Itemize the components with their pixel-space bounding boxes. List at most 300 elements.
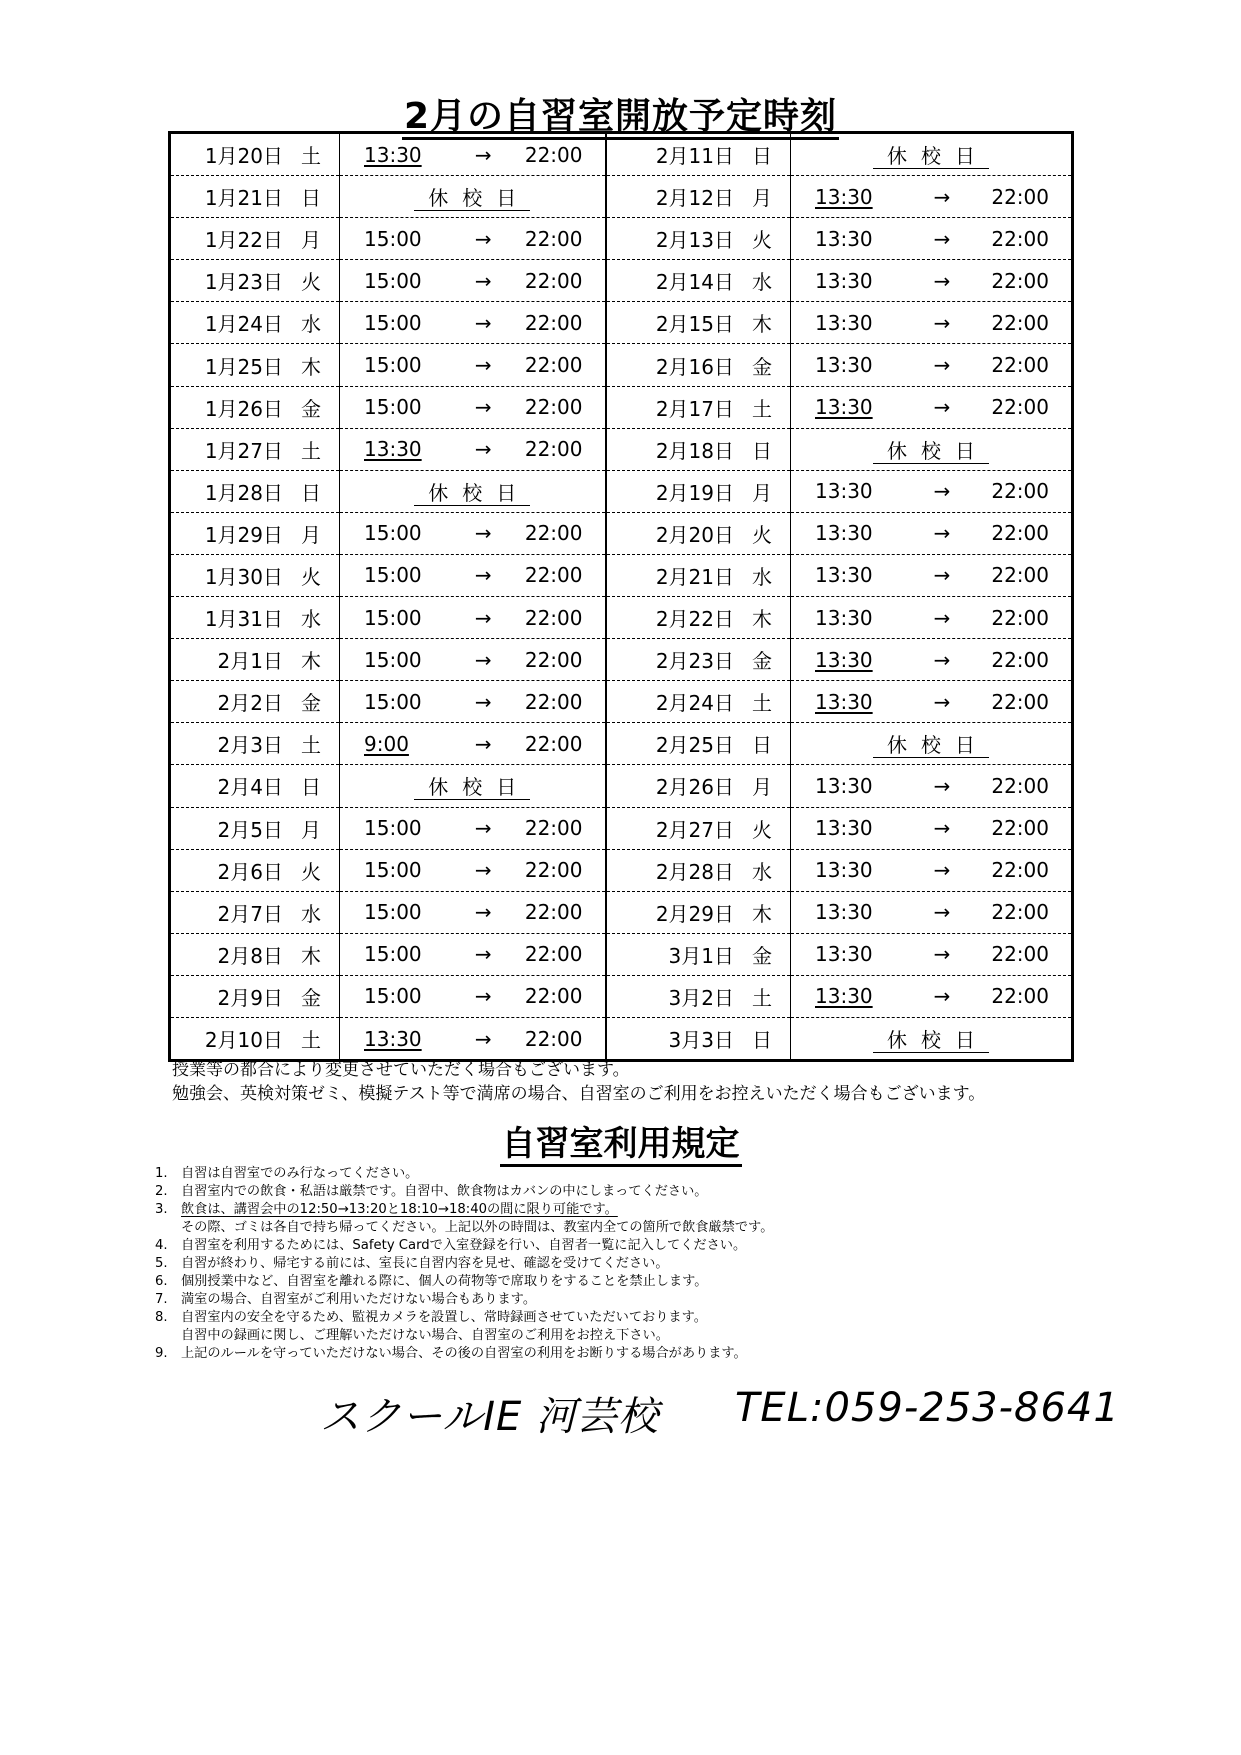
close-time: 22:00 [524,142,583,167]
arrow-icon: → [474,731,492,756]
open-time: 13:30 [815,268,873,293]
arrow-icon: → [933,268,951,293]
weekday-label: 月 [301,228,321,253]
date-label: 2月29日 [655,901,734,926]
open-time: 15:00 [364,310,422,335]
open-time: 13:30 [815,984,873,1009]
hours-range [791,353,1071,377]
date-label: 2月20日 [655,522,734,547]
date-label: 1月30日 [204,564,283,589]
arrow-icon: → [474,942,492,967]
date-cell [170,1017,340,1060]
rule-text: 自習が終わり、帰宅する前には、室長に自習内容を見せ、確認を受けてください。 [181,1256,669,1271]
rule-number: 3. [155,1202,168,1217]
hours-range [791,942,1071,966]
close-time: 22:00 [991,942,1049,967]
date-label: 1月29日 [204,522,283,547]
date-cell [170,975,340,1017]
rule-item [155,1345,773,1363]
close-time: 22:00 [524,984,583,1009]
date-label: 2月24日 [655,691,734,716]
arrow-icon: → [933,184,951,209]
hours-range [791,563,1071,587]
weekday-label: 日 [301,186,321,211]
arrow-icon: → [933,984,951,1009]
weekday-label: 金 [752,354,772,379]
open-time: 13:30 [815,479,873,504]
close-time: 22:00 [524,1026,583,1051]
open-time: 13:30 [815,184,873,209]
closed-label: 休校日 [414,481,530,506]
open-time: 13:30 [815,816,873,841]
rule-number: 4. [155,1238,168,1253]
hours-cell [340,681,606,723]
arrow-icon: → [474,1026,492,1051]
hours-cell [340,639,606,681]
date-label: 1月31日 [204,607,283,632]
hours-cell [340,765,606,807]
date-label: 2月13日 [655,228,734,253]
rule-text: 個別授業中など、自習室を離れる際に、個人の荷物等で席取りをすることを禁止します。 [181,1274,708,1289]
open-time: 15:00 [364,900,422,925]
date-cell [606,849,791,891]
open-time: 13:30 [815,858,873,883]
arrow-icon: → [474,521,492,546]
arrow-icon: → [933,226,951,251]
close-time: 22:00 [524,858,583,883]
weekday-label: 金 [301,985,321,1010]
note-line: 授業等の都合により変更させていただく場合もございます。 [172,1060,630,1080]
hours-range [340,816,605,840]
closed-label: 休校日 [873,439,989,464]
close-time: 22:00 [991,984,1049,1009]
date-cell [606,597,791,639]
hours-range [791,900,1071,924]
hours-cell [340,849,606,891]
date-label: 2月16日 [655,354,734,379]
hours-cell [791,723,1073,765]
schedule-row [170,849,1073,891]
date-label: 2月23日 [655,649,734,674]
hours-cell [791,133,1073,176]
rule-text: 自習室内の安全を守るため、監視カメラを設置し、常時録画させていただいております。 [181,1310,707,1325]
hours-cell [340,512,606,554]
hours-range [340,437,605,461]
date-label: 1月22日 [204,228,283,253]
date-label: 2月15日 [655,312,734,337]
schedule-row [170,302,1073,344]
rule-item [155,1273,773,1291]
close-time: 22:00 [991,689,1049,714]
date-label: 2月6日 [217,859,283,884]
weekday-label: 木 [752,312,772,337]
weekday-label: 月 [752,480,772,505]
rule-number: 9. [155,1346,168,1361]
close-time: 22:00 [524,521,583,546]
open-time: 15:00 [364,647,422,672]
arrow-icon: → [933,773,951,798]
hours-cell [340,302,606,344]
rule-number: 8. [155,1310,168,1325]
close-time: 22:00 [524,563,583,588]
schedule-row [170,386,1073,428]
arrow-icon: → [933,310,951,335]
date-cell [170,133,340,176]
weekday-label: 月 [752,186,772,211]
rule-item [155,1327,773,1345]
date-label: 2月28日 [655,859,734,884]
date-label: 1月23日 [204,270,283,295]
weekday-label: 月 [301,817,321,842]
schedule-row [170,554,1073,596]
date-label: 2月18日 [655,438,734,463]
date-label: 2月10日 [204,1028,283,1053]
date-label: 1月28日 [204,480,283,505]
rule-text: 自習室内での飲食・私語は厳禁です。自習中、飲食物はカバンの中にしまってください。 [181,1184,708,1199]
hours-cell [791,807,1073,849]
closed-label: 休校日 [873,733,989,758]
date-cell [170,470,340,512]
hours-range [340,521,605,545]
hours-range [791,479,1071,503]
hours-range [340,353,605,377]
close-time: 22:00 [991,858,1049,883]
weekday-label: 月 [752,775,772,800]
open-time: 15:00 [364,984,422,1009]
hours-range [340,1027,605,1051]
date-label: 1月25日 [204,354,283,379]
weekday-label: 日 [752,438,772,463]
hours-cell [340,133,606,176]
weekday-label: 木 [752,607,772,632]
hours-range [791,311,1071,335]
arrow-icon: → [474,395,492,420]
date-cell [170,176,340,218]
hours-cell [791,512,1073,554]
open-time: 13:30 [815,563,873,588]
open-time: 13:30 [815,226,873,251]
date-label: 2月2日 [217,691,283,716]
close-time: 22:00 [991,310,1049,335]
weekday-label: 火 [752,817,772,842]
page-title: 2月の自習室開放予定時刻 [0,88,1241,139]
date-cell [606,639,791,681]
hours-cell [791,470,1073,512]
date-label: 1月20日 [204,144,283,169]
weekday-label: 金 [752,943,772,968]
open-time: 13:30 [815,773,873,798]
hours-cell [791,681,1073,723]
open-time: 15:00 [364,942,422,967]
hours-range [791,185,1071,209]
open-time: 13:30 [815,647,873,672]
arrow-icon: → [474,900,492,925]
rule-number: 7. [155,1292,168,1307]
open-time: 13:30 [815,310,873,335]
schedule-row [170,133,1073,176]
schedule-row [170,260,1073,302]
rule-number: 1. [155,1166,168,1181]
schedule-row [170,428,1073,470]
hours-cell [791,639,1073,681]
hours-cell [791,933,1073,975]
date-label: 2月21日 [655,564,734,589]
date-cell [606,344,791,386]
date-cell [606,975,791,1017]
close-time: 22:00 [991,353,1049,378]
schedule-row [170,975,1073,1017]
date-cell [606,891,791,933]
rule-number: 6. [155,1274,168,1289]
hours-cell [340,554,606,596]
close-time: 22:00 [524,268,583,293]
date-label: 1月21日 [204,186,283,211]
schedule-row [170,891,1073,933]
phone-number: TEL:059-253-8641 [735,1385,1120,1431]
rule-text: 自習室を利用するためには、Safety Cardで入室登録を行い、自習者一覧に記入してください。 [181,1238,747,1253]
date-cell [170,891,340,933]
rule-text: 満室の場合、自習室がご利用いただけない場合もあります。 [181,1292,537,1307]
weekday-label: 木 [301,943,321,968]
open-time: 15:00 [364,268,422,293]
hours-cell [791,260,1073,302]
hours-cell [791,218,1073,260]
date-cell [170,554,340,596]
arrow-icon: → [474,647,492,672]
date-label: 2月8日 [217,943,283,968]
close-time: 22:00 [991,479,1049,504]
weekday-label: 火 [752,522,772,547]
rule-text: 飲食は、講習会中の12:50→13:20と18:10→18:40の間に限り可能です。 [181,1202,618,1217]
hours-cell [340,807,606,849]
weekday-label: 月 [301,522,321,547]
arrow-icon: → [474,226,492,251]
arrow-icon: → [933,479,951,504]
schedule-notes [172,1058,985,1106]
close-time: 22:00 [524,310,583,335]
arrow-icon: → [933,521,951,546]
arrow-icon: → [933,942,951,967]
rule-item [155,1255,773,1273]
date-cell [606,260,791,302]
hours-cell [340,176,606,218]
date-cell [170,218,340,260]
arrow-icon: → [474,268,492,293]
hours-range [791,227,1071,251]
weekday-label: 日 [301,775,321,800]
hours-range [340,311,605,335]
rule-number: 5. [155,1256,168,1271]
schedule-row [170,512,1073,554]
hours-cell [791,597,1073,639]
open-time: 13:30 [364,142,422,167]
date-cell [170,302,340,344]
date-cell [606,470,791,512]
arrow-icon: → [474,310,492,335]
arrow-icon: → [474,689,492,714]
rule-text: 自習中の録画に関し、ご理解いただけない場合、自習室のご利用をお控え下さい。 [181,1328,669,1343]
hours-cell [791,554,1073,596]
date-cell [606,807,791,849]
closed-label: 休校日 [414,775,530,800]
close-time: 22:00 [991,816,1049,841]
rule-item [155,1201,773,1219]
close-time: 22:00 [524,900,583,925]
weekday-label: 水 [752,270,772,295]
weekday-label: 火 [752,228,772,253]
date-cell [606,933,791,975]
hours-cell [340,1017,606,1060]
hours-range [791,774,1071,798]
rule-item [155,1309,773,1327]
weekday-label: 水 [301,901,321,926]
weekday-label: 金 [301,396,321,421]
weekday-label: 金 [301,691,321,716]
weekday-label: 日 [752,144,772,169]
date-label: 2月27日 [655,817,734,842]
weekday-label: 金 [752,649,772,674]
date-label: 2月4日 [217,775,283,800]
open-time: 15:00 [364,395,422,420]
hours-cell [340,344,606,386]
date-label: 3月2日 [668,985,734,1010]
arrow-icon: → [933,605,951,630]
hours-range [791,858,1071,882]
close-time: 22:00 [524,731,583,756]
date-label: 1月24日 [204,312,283,337]
weekday-label: 土 [301,438,321,463]
close-time: 22:00 [991,395,1049,420]
hours-range [791,395,1071,419]
schedule-row [170,681,1073,723]
hours-cell [340,723,606,765]
hours-cell [791,344,1073,386]
date-cell [170,765,340,807]
hours-range [791,521,1071,545]
closed-label: 休校日 [873,1028,989,1053]
date-label: 2月9日 [217,985,283,1010]
date-cell [170,428,340,470]
close-time: 22:00 [524,689,583,714]
date-cell [170,260,340,302]
rule-text: その際、ゴミは各自で持ち帰ってください。上記以外の時間は、教室内全ての箇所で飲食厳禁です。 [181,1220,774,1235]
hours-range [340,732,605,756]
hours-cell [791,386,1073,428]
open-time: 15:00 [364,521,422,546]
note-line: 勉強会、英検対策ゼミ、模擬テスト等で満席の場合、自習室のご利用をお控えいただく場合もございます。 [172,1084,986,1104]
arrow-icon: → [474,353,492,378]
arrow-icon: → [474,605,492,630]
open-time: 13:30 [815,353,873,378]
arrow-icon: → [933,858,951,883]
arrow-icon: → [474,858,492,883]
weekday-label: 木 [752,901,772,926]
date-cell [606,512,791,554]
close-time: 22:00 [524,647,583,672]
hours-range [340,984,605,1008]
closed-label: 休校日 [414,186,530,211]
date-cell [170,723,340,765]
close-time: 22:00 [991,521,1049,546]
schedule-row [170,470,1073,512]
weekday-label: 水 [301,312,321,337]
date-label: 2月26日 [655,775,734,800]
date-label: 2月7日 [217,901,283,926]
open-time: 15:00 [364,353,422,378]
hours-range [340,648,605,672]
date-cell [170,597,340,639]
open-time: 13:30 [815,689,873,714]
weekday-label: 土 [752,985,772,1010]
arrow-icon: → [474,437,492,462]
close-time: 22:00 [991,184,1049,209]
closed-label: 休校日 [873,144,989,169]
date-label: 2月5日 [217,817,283,842]
weekday-label: 水 [301,607,321,632]
hours-range [340,942,605,966]
date-label: 2月11日 [655,144,734,169]
hours-range [340,227,605,251]
arrow-icon: → [474,984,492,1009]
close-time: 22:00 [991,563,1049,588]
hours-range [340,900,605,924]
rule-text: 自習は自習室でのみ行なってください。 [181,1166,419,1181]
date-label: 2月12日 [655,186,734,211]
weekday-label: 火 [301,859,321,884]
arrow-icon: → [933,395,951,420]
hours-range [791,269,1071,293]
rule-text: 上記のルールを守っていただけない場合、その後の自習室の利用をお断りする場合があります。 [181,1346,747,1361]
arrow-icon: → [933,563,951,588]
arrow-icon: → [474,816,492,841]
hours-cell [340,933,606,975]
weekday-label: 土 [752,396,772,421]
open-time: 13:30 [815,521,873,546]
date-cell [170,639,340,681]
weekday-label: 水 [752,564,772,589]
date-cell [606,554,791,596]
hours-range [340,143,605,167]
date-cell [606,218,791,260]
date-cell [606,428,791,470]
date-label: 2月1日 [217,649,283,674]
date-label: 2月14日 [655,270,734,295]
weekday-label: 土 [301,144,321,169]
hours-cell [791,765,1073,807]
open-time: 13:30 [815,605,873,630]
hours-range [791,816,1071,840]
close-time: 22:00 [524,437,583,462]
schedule-row [170,933,1073,975]
hours-cell [340,891,606,933]
close-time: 22:00 [524,395,583,420]
weekday-label: 日 [752,1028,772,1053]
hours-range [791,648,1071,672]
hours-cell [791,1017,1073,1060]
hours-cell [791,302,1073,344]
date-label: 2月25日 [655,733,734,758]
hours-range [340,690,605,714]
hours-cell [791,975,1073,1017]
hours-cell [340,597,606,639]
hours-range [791,984,1071,1008]
arrow-icon: → [933,647,951,672]
rule-number: 2. [155,1184,168,1199]
hours-cell [340,470,606,512]
rule-item [155,1183,773,1201]
arrow-icon: → [933,816,951,841]
date-label: 1月27日 [204,438,283,463]
